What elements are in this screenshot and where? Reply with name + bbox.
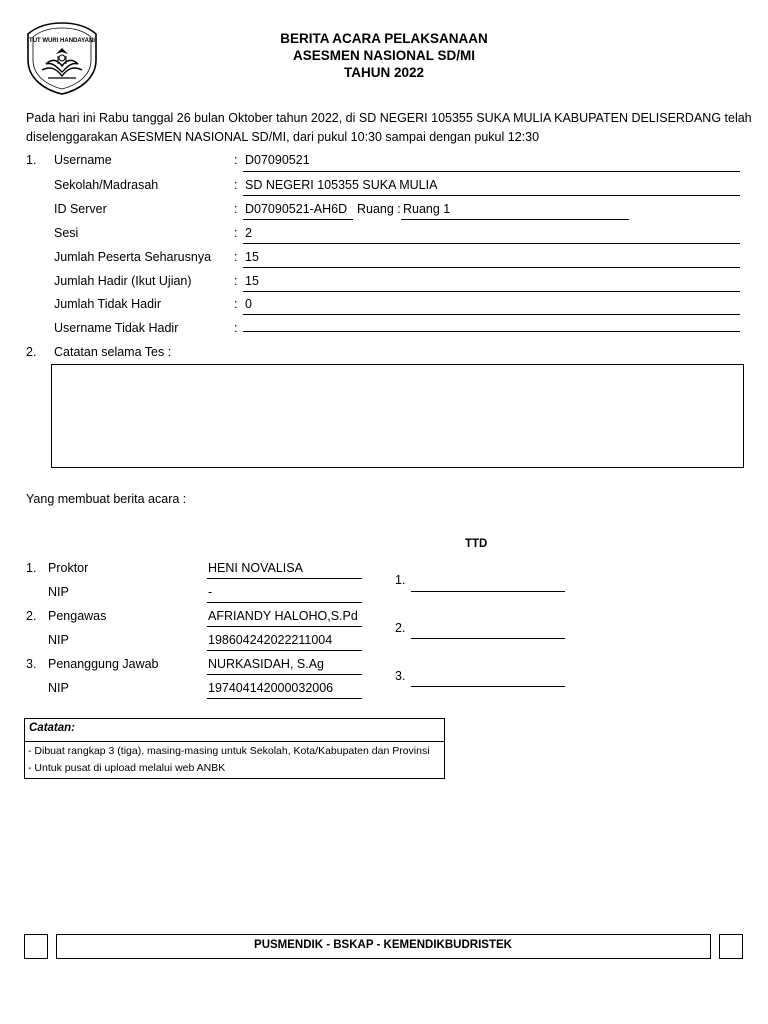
underline (243, 219, 353, 220)
footer-right-box (719, 934, 743, 959)
underline (243, 195, 740, 196)
nip-label: NIP (48, 633, 69, 647)
signatory-name: AFRIANDY HALOHO,S.Pd (208, 609, 358, 623)
notes-title: Catatan: (29, 722, 76, 734)
session-value: 2 (245, 226, 252, 240)
signatory-nip: 197404142000032006 (208, 681, 334, 695)
test-notes-text (52, 365, 743, 373)
signatory-number: 2. (26, 609, 37, 623)
field-colon: : (234, 321, 238, 335)
underline (243, 171, 740, 172)
nip-label: NIP (48, 681, 69, 695)
absent-value: 0 (245, 297, 252, 311)
test-notes-box (51, 364, 744, 468)
underline (207, 650, 362, 651)
signature-number: 3. (395, 669, 406, 683)
underline (207, 602, 362, 603)
footer-text: PUSMENDIK - BSKAP - KEMENDIKBUDRISTEK (254, 939, 512, 951)
field-label: Sekolah/Madrasah (54, 178, 159, 192)
username-value: D07090521 (245, 153, 310, 167)
field-colon: : (234, 202, 238, 216)
signatory-number: 3. (26, 657, 37, 671)
signature-line (411, 638, 565, 639)
header-title-line3: TAHUN 2022 (343, 65, 425, 80)
report-maker-label: Yang membuat berita acara : (26, 492, 187, 506)
footer-left-box (24, 934, 48, 959)
underline (207, 698, 362, 699)
signatory-role: Penanggung Jawab (48, 657, 159, 671)
header-title-line1: BERITA ACARA PELAKSANAAN (280, 31, 488, 46)
server-id-value: D07090521-AH6D (245, 202, 348, 216)
signatory-nip: 198604242022211004 (208, 633, 333, 647)
notes-line: - Untuk pusat di upload melalui web ANBK (28, 762, 226, 774)
notes-box-header (25, 719, 444, 742)
section1-number: 1. (26, 153, 37, 167)
svg-text:TUT WURI HANDAYANI: TUT WURI HANDAYANI (29, 38, 95, 44)
ttd-label: TTD (465, 538, 488, 550)
signature-line (411, 686, 565, 687)
signature-line (411, 591, 565, 592)
signatory-nip: - (208, 585, 213, 599)
underline (243, 331, 740, 332)
present-value: 15 (245, 274, 259, 288)
underline (401, 219, 629, 220)
section2-number: 2. (26, 345, 37, 359)
underline (207, 578, 362, 579)
intro-line2: diselenggarakan ASESMEN NASIONAL SD/MI, dari pukul 10:30 sampai dengan pukul 12:30 (26, 130, 540, 144)
field-label: Username (54, 153, 112, 167)
signature-number: 2. (395, 621, 406, 635)
underline (207, 674, 362, 675)
field-label: Jumlah Tidak Hadir (54, 297, 161, 311)
signatory-name: NURKASIDAH, S.Ag (208, 657, 325, 671)
test-notes-label: Catatan selama Tes : (54, 345, 172, 359)
field-colon: : (234, 297, 238, 311)
signature-number: 1. (395, 573, 406, 587)
room-label: Ruang : (357, 202, 401, 216)
field-label: Jumlah Peserta Seharusnya (54, 250, 212, 264)
underline (207, 626, 362, 627)
field-colon: : (234, 178, 238, 192)
expected-participants-value: 15 (245, 250, 259, 264)
signatory-number: 1. (26, 561, 37, 575)
signatory-role: Proktor (48, 561, 89, 575)
room-value: Ruang 1 (403, 202, 451, 216)
underline (243, 314, 740, 315)
underline (243, 267, 740, 268)
header-title-line2: ASESMEN NASIONAL SD/MI (292, 48, 476, 63)
field-label: ID Server (54, 202, 107, 216)
field-colon: : (234, 274, 238, 288)
field-label: Jumlah Hadir (Ikut Ujian) (54, 274, 192, 288)
underline (243, 291, 740, 292)
notes-box (24, 718, 445, 779)
notes-line: - Dibuat rangkap 3 (tiga), masing-masing untuk Sekolah, Kota/Kabupaten dan Provinsi (28, 745, 430, 757)
field-colon: : (234, 153, 238, 167)
field-colon: : (234, 226, 238, 240)
field-colon: : (234, 250, 238, 264)
school-value: SD NEGERI 105355 SUKA MULIA (245, 178, 438, 192)
signatory-name: HENI NOVALISA (208, 561, 303, 575)
underline (243, 243, 740, 244)
field-label: Sesi (54, 226, 79, 240)
field-label: Username Tidak Hadir (54, 321, 179, 335)
intro-line1: Pada hari ini Rabu tanggal 26 bulan Oktober tahun 2022, di SD NEGERI 105355 SUKA MULIA KABUPATEN DELISERDANG telah (26, 111, 752, 125)
signatory-role: Pengawas (48, 609, 107, 623)
nip-label: NIP (48, 585, 69, 599)
